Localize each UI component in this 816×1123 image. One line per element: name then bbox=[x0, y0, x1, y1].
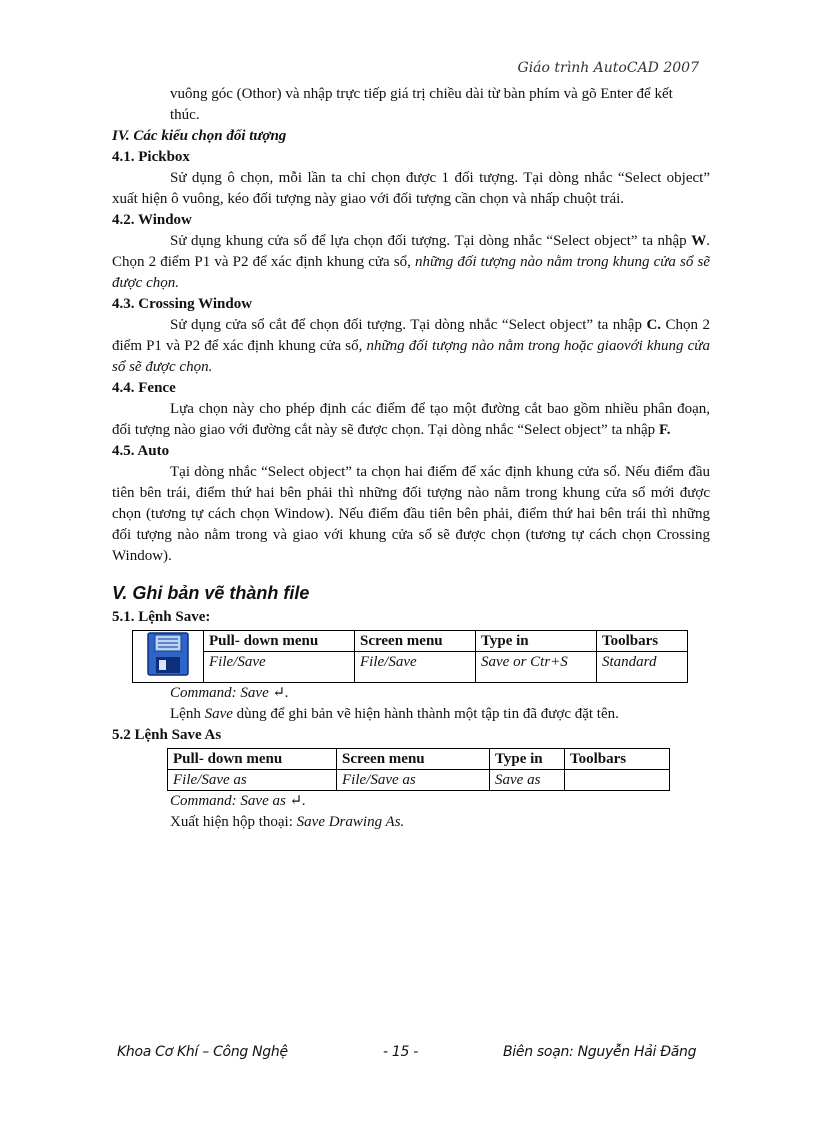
section-4-title: IV. Các kiểu chọn đối tượng bbox=[112, 128, 287, 144]
footer-right: Biên soạn: Nguyễn Hải Đăng bbox=[503, 1044, 697, 1060]
intro-line-2: thúc. bbox=[170, 107, 200, 123]
pickbox-heading: 4.1. Pickbox bbox=[112, 149, 190, 165]
save-as-value-typein: Save as bbox=[490, 770, 565, 791]
save-command-table bbox=[132, 630, 688, 683]
crossing-heading: 4.3. Crossing Window bbox=[112, 296, 253, 312]
save-command-line: Command: Save ↵. bbox=[170, 685, 289, 701]
save-description: Lệnh Save dùng để ghi bản vẽ hiện hành thành một tập tin đã được đặt tên. bbox=[170, 706, 619, 722]
save-as-description: Xuất hiện hộp thoại: Save Drawing As. bbox=[170, 814, 405, 830]
footer-page-number: - 15 - bbox=[383, 1044, 419, 1060]
save-value-typein: Save or Ctr+S bbox=[476, 652, 597, 683]
page-content bbox=[112, 84, 710, 833]
save-header-screen: Screen menu bbox=[355, 631, 476, 652]
save-header-pulldown: Pull- down menu bbox=[204, 631, 355, 652]
intro-line-1: vuông góc (Othor) và nhập trực tiếp giá trị chiều dài từ bàn phím và gõ Enter để kết bbox=[170, 86, 673, 102]
save-as-value-pulldown: File/Save as bbox=[168, 770, 337, 791]
save-as-header-screen: Screen menu bbox=[337, 749, 490, 770]
auto-heading: 4.5. Auto bbox=[112, 443, 170, 459]
save-as-heading: 5.2 Lệnh Save As bbox=[112, 727, 222, 743]
crossing-text: Sử dụng cửa sổ cắt để chọn đối tượng. Tại dòng nhắc “Select object” ta nhập C. Chọn 2 điểm P1 và P2 để xác định khung cửa sổ, những đối tượng nào nằm trong hoặc giaovới khung cửa sổ sẽ được chọn. bbox=[112, 317, 710, 375]
fence-text: Lựa chọn này cho phép định các điểm để tạo một đường cắt bao gồm nhiều phân đoạn, đối tượng nào giao với đường cắt này sẽ được chọn. Tại dòng nhắc “Select object” ta nhập F. bbox=[112, 401, 710, 438]
save-header-typein: Type in bbox=[476, 631, 597, 652]
save-as-header-pulldown: Pull- down menu bbox=[168, 749, 337, 770]
fence-heading: 4.4. Fence bbox=[112, 380, 176, 396]
auto-text: Tại dòng nhắc “Select object” ta chọn hai điểm để xác định khung cửa sổ. Nếu điểm đầu tiên bên trái, điểm thứ hai bên phải thì những đối tượng nào nằm trong khung cửa sổ mới được chọn (tương tự cách chọn Window). Nếu điểm đầu tiên bên phải, điểm thứ hai bên trái thì những đối tượng nào nằm trong và giao với khung cửa sổ sẽ được chọn (tương tự cách chọn Crossing Window). bbox=[112, 464, 710, 564]
save-value-pulldown: File/Save bbox=[204, 652, 355, 683]
window-heading: 4.2. Window bbox=[112, 212, 192, 228]
save-header-toolbars: Toolbars bbox=[597, 631, 688, 652]
save-as-value-toolbars bbox=[565, 770, 670, 791]
save-value-toolbars: Standard bbox=[597, 652, 688, 683]
section-5-title: V. Ghi bản vẽ thành file bbox=[112, 583, 310, 603]
save-icon-cell bbox=[133, 631, 204, 683]
save-heading: 5.1. Lệnh Save: bbox=[112, 609, 211, 625]
save-as-value-screen: File/Save as bbox=[337, 770, 490, 791]
save-as-command-table bbox=[167, 748, 670, 791]
window-text: Sử dụng khung cửa sổ để lựa chọn đối tượng. Tại dòng nhắc “Select object” ta nhập W. Chọn 2 điểm P1 và P2 để xác định khung cửa sổ, những đối tượng nào nằm trong khung cửa sổ sẽ được chọn. bbox=[112, 233, 711, 291]
save-value-screen: File/Save bbox=[355, 652, 476, 683]
floppy-disk-icon bbox=[147, 632, 189, 682]
save-as-command-line: Command: Save as ↵. bbox=[170, 793, 306, 809]
save-as-header-toolbars: Toolbars bbox=[565, 749, 670, 770]
page-header: Giáo trình AutoCAD 2007 bbox=[517, 60, 699, 76]
pickbox-text: Sử dụng ô chọn, mỗi lần ta chỉ chọn được 1 đối tượng. Tại dòng nhắc “Select object” xuất hiện ô vuông, kéo đối tượng này giao với đối tượng cần chọn và nhấp chuột trái. bbox=[112, 170, 710, 207]
footer-left: Khoa Cơ Khí – Công Nghệ bbox=[117, 1044, 288, 1060]
save-as-header-typein: Type in bbox=[490, 749, 565, 770]
